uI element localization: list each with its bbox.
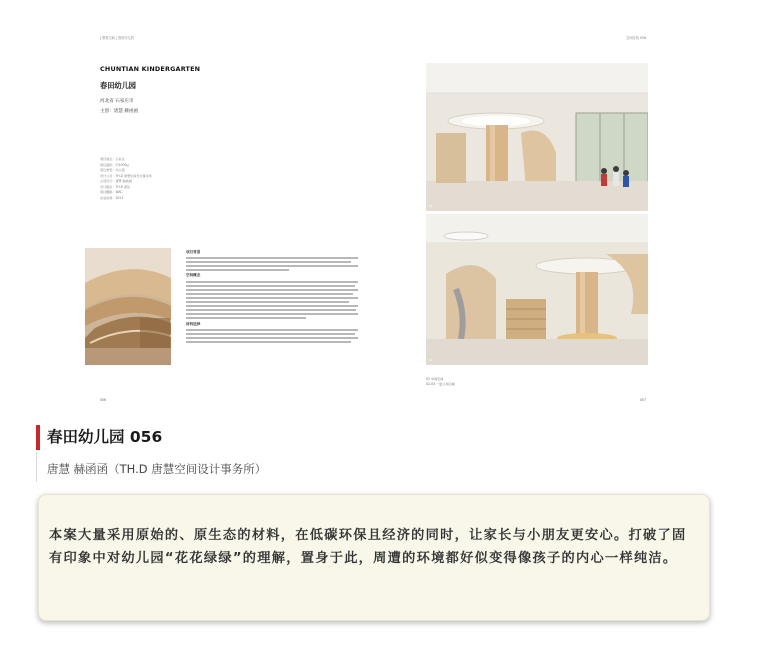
meta-line: 项目摄影：WAC	[100, 190, 123, 194]
section-heading: 材料选择	[186, 321, 201, 326]
project-location: 河北省 石家庄市	[100, 99, 134, 104]
spread-left-page	[84, 30, 374, 410]
section-heading: 空间概念	[186, 273, 201, 278]
caption-line: 01 中庭空间	[426, 377, 444, 381]
meta-line: 完成时间：2023	[100, 195, 124, 200]
meta-line: 项目类型：幼儿园	[100, 168, 125, 172]
hall-illustration	[426, 214, 648, 365]
subtitle-rule	[36, 452, 37, 482]
chinese-title: 春田幼儿园	[100, 81, 136, 90]
right-page-header: 空间在线 056	[626, 36, 646, 40]
project-meta-list	[100, 157, 180, 201]
stair-photo	[85, 248, 171, 365]
photo-label: 02	[429, 358, 433, 362]
caption-line: 02-03 一层公共区域	[426, 381, 455, 386]
meta-line: 项目地点：石家庄	[100, 157, 125, 161]
project-designer: 主创：唐慧 赫函函	[100, 109, 139, 114]
description-card	[38, 494, 710, 621]
meta-line: 项目面积：约1000㎡	[100, 162, 130, 167]
stair-illustration	[85, 248, 171, 365]
right-page-number: 057	[639, 398, 646, 402]
title-accent-bar	[36, 425, 40, 450]
atrium-photo	[426, 63, 648, 211]
meta-line: 主创设计：唐慧 赫函函	[100, 179, 132, 183]
meta-line: 设计团队：TH.D 团队	[100, 184, 131, 189]
english-title: CHUNTIAN KINDERGARTEN	[100, 65, 201, 73]
section-heading: 项目背景	[186, 250, 201, 254]
photo-captions	[426, 377, 455, 386]
photo-label: 01	[429, 204, 433, 208]
article-title: 春田幼儿园 056	[47, 428, 163, 446]
left-page-header: | 教育空间 | 春田幼儿园	[100, 36, 134, 40]
description-text: 本案大量采用原始的、原生态的材料，在低碳环保且经济的同时，让家长与小朋友更安心。打破了固有印象中对幼儿园“花花绿绿”的理解，置身于此，周遭的环境都好似变得像孩子的内心一样纯洁。	[49, 528, 687, 566]
magazine-spread	[84, 30, 664, 410]
article-subtitle: 唐慧 赫函函（TH.D 唐慧空间设计事务所）	[47, 462, 267, 476]
spread-right-page	[374, 30, 664, 410]
atrium-illustration	[426, 63, 648, 211]
meta-line: 设计公司：TH.D 唐慧空间设计事务所	[100, 173, 152, 178]
left-page-number: 056	[100, 398, 107, 402]
article-body-text	[186, 248, 358, 345]
hall-photo	[426, 214, 648, 365]
